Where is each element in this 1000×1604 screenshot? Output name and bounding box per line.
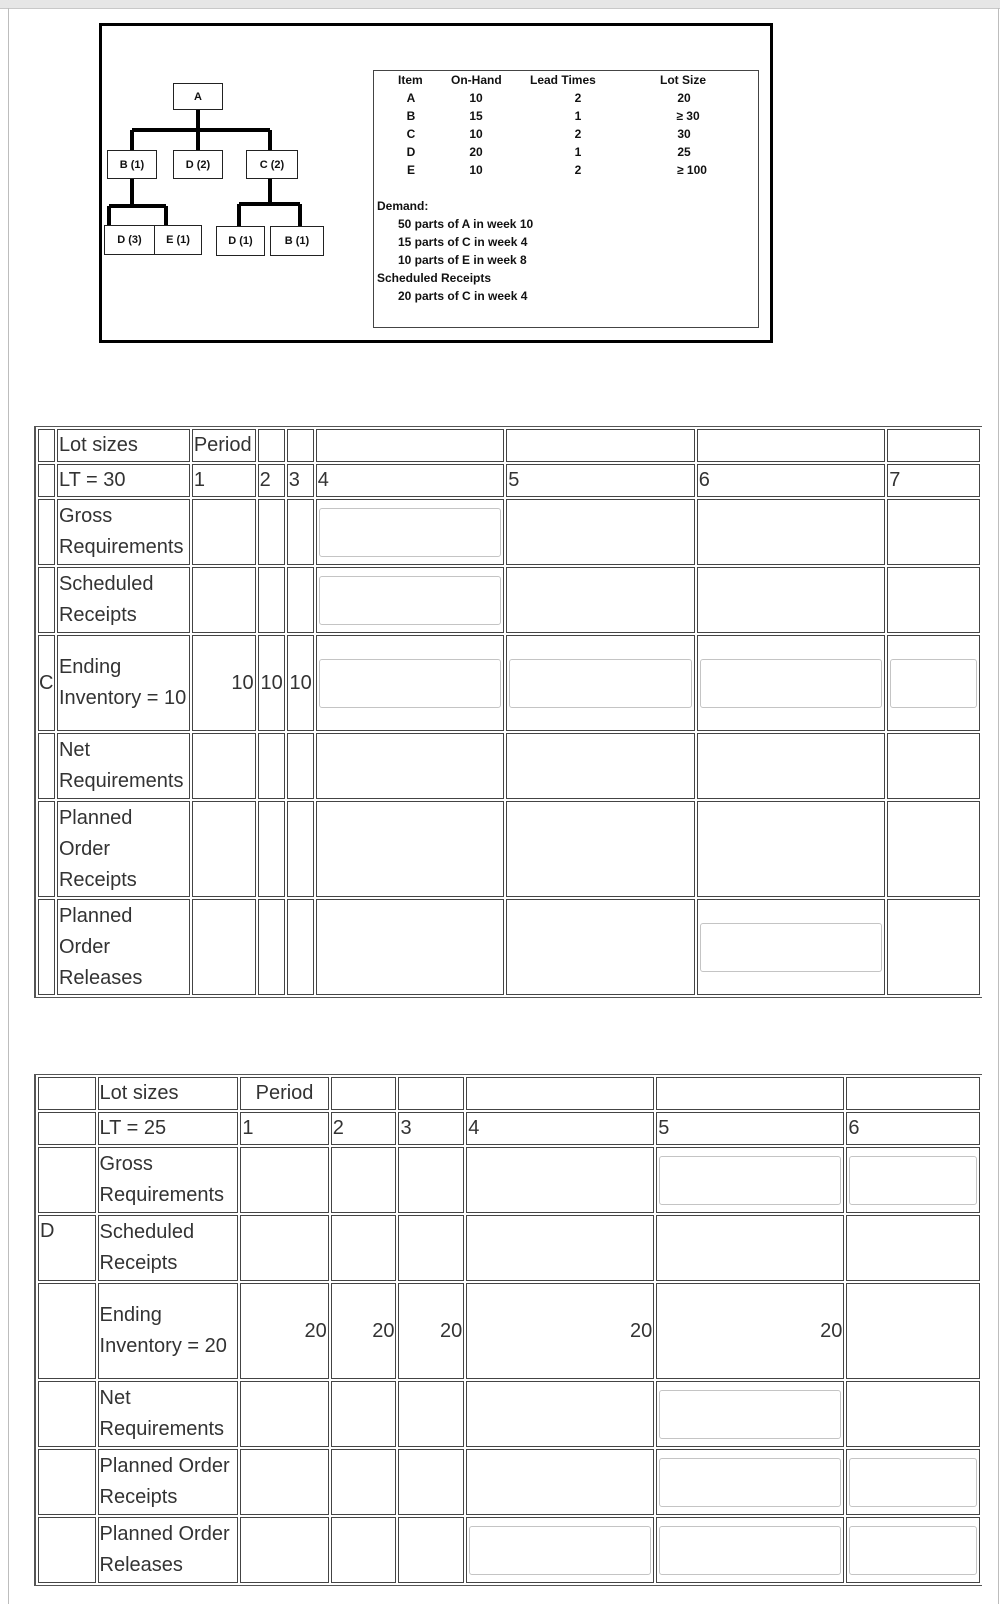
period-6: 6 [697, 464, 886, 497]
item-cell [38, 1517, 96, 1583]
releases-p6-input[interactable] [846, 1517, 980, 1583]
cell [466, 1449, 654, 1515]
header-blank [697, 429, 886, 462]
gross-requirements-label: Gross Requirements [57, 499, 190, 565]
col-leadtime-header: Lead Times [530, 73, 596, 87]
cell-item: E [406, 163, 415, 177]
ending-inv-p4: 20 [466, 1283, 654, 1379]
cell [887, 801, 980, 897]
ending-inv-p3: 20 [398, 1283, 464, 1379]
cell [287, 567, 314, 633]
cell-lotsize: 30 [677, 127, 691, 141]
item-cell [38, 499, 55, 565]
cell [331, 1147, 397, 1213]
cell-onhand: 10 [469, 163, 483, 177]
header-blank [887, 429, 980, 462]
cell [466, 1147, 654, 1213]
ending-inv-p1: 10 [192, 635, 256, 731]
cell [466, 1215, 654, 1281]
item-cell [38, 1147, 96, 1213]
node-b-child-d [104, 225, 155, 255]
releases-p5-input[interactable] [656, 1517, 844, 1583]
item-cell [38, 1283, 96, 1379]
receipts-p5-input[interactable] [656, 1449, 844, 1515]
node-d-label: D (2) [185, 158, 211, 171]
period-1: 1 [192, 464, 256, 497]
left-border [8, 8, 9, 1604]
right-border [998, 8, 999, 1604]
cell-lotsize: 25 [677, 145, 691, 159]
col-lotsize-header: Lot Size [660, 73, 707, 87]
product-structure-figure [99, 23, 773, 343]
item-cell [38, 429, 55, 462]
period-5: 5 [506, 464, 695, 497]
cell [398, 1215, 464, 1281]
cell [506, 801, 695, 897]
releases-p4-input[interactable] [466, 1517, 654, 1583]
net-requirements-label: Net Requirements [98, 1381, 239, 1447]
node-c-child-d [216, 226, 265, 256]
node-a-label: A [194, 90, 202, 103]
scheduled-receipts-label: Scheduled Receipts [57, 567, 190, 633]
ending-inventory-label: Ending Inventory = 10 [57, 635, 190, 731]
gross-req-p4-input[interactable] [316, 499, 505, 565]
receipts-p6-input[interactable] [846, 1449, 980, 1515]
cell [887, 499, 980, 565]
item-cell [38, 1449, 96, 1515]
cell [316, 733, 505, 799]
header-blank [258, 429, 285, 462]
cell [331, 1381, 397, 1447]
mrp-table-c [34, 426, 982, 998]
cell [316, 801, 505, 897]
period-6: 6 [846, 1112, 980, 1145]
item-cell [38, 1112, 96, 1145]
net-requirements-label: Net Requirements [57, 733, 190, 799]
period-7: 7 [887, 464, 980, 497]
ending-inv-p4-input[interactable] [316, 635, 505, 731]
cell [846, 1283, 980, 1379]
planned-order-receipts-label: Planned Order Receipts [57, 801, 190, 897]
lot-sizes-label: Lot sizes [57, 429, 190, 462]
item-info-box [373, 70, 759, 328]
lead-time-label: LT = 30 [57, 464, 190, 497]
net-req-p5-input[interactable] [656, 1381, 844, 1447]
header-blank [331, 1077, 397, 1110]
period-4: 4 [466, 1112, 654, 1145]
period-2: 2 [331, 1112, 397, 1145]
demand-line: 10 parts of E in week 8 [398, 253, 527, 267]
cell [506, 499, 695, 565]
cell [697, 499, 886, 565]
cell-onhand: 15 [469, 109, 483, 123]
node-c [246, 150, 298, 179]
cell [287, 733, 314, 799]
node-b-child-e [154, 225, 202, 255]
cell [331, 1449, 397, 1515]
ending-inv-p5-input[interactable] [506, 635, 695, 731]
cell [398, 1517, 464, 1583]
period-1: 1 [240, 1112, 328, 1145]
cell [287, 499, 314, 565]
gross-req-p6-input[interactable] [846, 1147, 980, 1213]
cell-item: B [406, 109, 416, 123]
node-a [173, 83, 223, 110]
cell [398, 1381, 464, 1447]
cell-lotsize: ≥ 30 [676, 109, 700, 123]
item-cell [38, 801, 55, 897]
cell [258, 733, 285, 799]
cell [331, 1517, 397, 1583]
cell [887, 733, 980, 799]
cell [887, 567, 980, 633]
cell-lotsize: ≥ 100 [677, 163, 707, 177]
cell-item: A [406, 91, 416, 105]
node-b-child-d-label: D (3) [117, 234, 142, 246]
planned-order-releases-label: Planned Order Releases [98, 1517, 239, 1583]
col-item-header: Item [398, 73, 423, 87]
cell [287, 899, 314, 995]
cell [887, 899, 980, 995]
cell [240, 1449, 328, 1515]
period-3: 3 [398, 1112, 464, 1145]
cell-lotsize: 20 [677, 91, 691, 105]
node-c-child-b-label: B (1) [284, 235, 310, 247]
ending-inv-p2: 10 [258, 635, 285, 731]
gross-req-p5-input[interactable] [656, 1147, 844, 1213]
cell [398, 1147, 464, 1213]
scheduled-receipts-label: Scheduled Receipts [98, 1215, 239, 1281]
cell-item: D [406, 145, 416, 159]
cell [287, 801, 314, 897]
ending-inv-p3: 10 [287, 635, 314, 731]
top-scroll-edge [0, 0, 1000, 9]
period-2: 2 [258, 464, 285, 497]
cell-onhand: 10 [469, 91, 483, 105]
node-c-label: C (2) [259, 158, 285, 171]
cell [506, 899, 695, 995]
cell [697, 567, 886, 633]
cell-leadtime: 1 [574, 145, 582, 159]
planned-order-releases-label: Planned Order Releases [57, 899, 190, 995]
cell [192, 567, 256, 633]
cell [656, 1215, 844, 1281]
ending-inv-p6-input[interactable] [697, 635, 886, 731]
cell [192, 733, 256, 799]
cell [240, 1517, 328, 1583]
ending-inv-p7-input[interactable] [887, 635, 980, 731]
item-cell [38, 1381, 96, 1447]
item-label: D [38, 1215, 96, 1281]
cell [258, 499, 285, 565]
cell [240, 1215, 328, 1281]
node-c-child-d-label: D (1) [228, 235, 253, 247]
period-3: 3 [287, 464, 314, 497]
period-5: 5 [656, 1112, 844, 1145]
header-blank [316, 429, 505, 462]
cell [331, 1215, 397, 1281]
ending-inv-p5: 20 [656, 1283, 844, 1379]
node-d [173, 150, 223, 179]
demand-heading: Demand: [377, 199, 429, 213]
header-blank [656, 1077, 844, 1110]
cell-leadtime: 2 [574, 127, 582, 141]
header-blank [846, 1077, 980, 1110]
cell [846, 1215, 980, 1281]
node-b-child-e-label: E (1) [166, 234, 190, 246]
demand-line: 15 parts of C in week 4 [398, 235, 528, 249]
releases-p6-input[interactable] [697, 899, 886, 995]
cell-leadtime: 1 [574, 109, 582, 123]
ending-inv-p1: 20 [240, 1283, 328, 1379]
ending-inventory-label: Ending Inventory = 20 [98, 1283, 239, 1379]
cell [506, 567, 695, 633]
ending-inv-p2: 20 [331, 1283, 397, 1379]
cell [192, 899, 256, 995]
sched-receipts-p4-input[interactable] [316, 567, 505, 633]
cell [258, 567, 285, 633]
demand-line: 50 parts of A in week 10 [398, 217, 534, 231]
item-cell [38, 567, 55, 633]
scheduled-receipts-heading: Scheduled Receipts [377, 271, 492, 285]
cell [506, 733, 695, 799]
cell [316, 899, 505, 995]
header-blank [466, 1077, 654, 1110]
mrp-table-d [34, 1074, 982, 1586]
cell [398, 1449, 464, 1515]
cell [258, 899, 285, 995]
cell-onhand: 20 [469, 145, 483, 159]
node-b-label: B (1) [119, 158, 145, 171]
cell-onhand: 10 [469, 127, 483, 141]
period-label: Period [240, 1077, 328, 1110]
cell [240, 1381, 328, 1447]
item-cell [38, 1077, 96, 1110]
lot-sizes-label: Lot sizes [98, 1077, 239, 1110]
item-cell [38, 899, 55, 995]
node-b [107, 150, 157, 179]
cell [697, 733, 886, 799]
planned-order-receipts-label: Planned Order Receipts [98, 1449, 239, 1515]
header-blank [506, 429, 695, 462]
lead-time-label: LT = 25 [98, 1112, 239, 1145]
period-label: Period [192, 429, 256, 462]
cell [192, 499, 256, 565]
period-4: 4 [316, 464, 505, 497]
cell-leadtime: 2 [574, 91, 582, 105]
cell [466, 1381, 654, 1447]
cell [240, 1147, 328, 1213]
item-cell [38, 733, 55, 799]
header-blank [398, 1077, 464, 1110]
item-label: C [38, 635, 55, 731]
cell [258, 801, 285, 897]
cell-item: C [406, 127, 416, 141]
scheduled-receipt-line: 20 parts of C in week 4 [398, 289, 528, 303]
cell [846, 1381, 980, 1447]
cell [192, 801, 256, 897]
cell [697, 801, 886, 897]
gross-requirements-label: Gross Requirements [98, 1147, 239, 1213]
node-c-child-b [270, 226, 324, 256]
header-blank [287, 429, 314, 462]
item-cell [38, 464, 55, 497]
cell-leadtime: 2 [574, 163, 582, 177]
col-onhand-header: On-Hand [451, 73, 502, 87]
